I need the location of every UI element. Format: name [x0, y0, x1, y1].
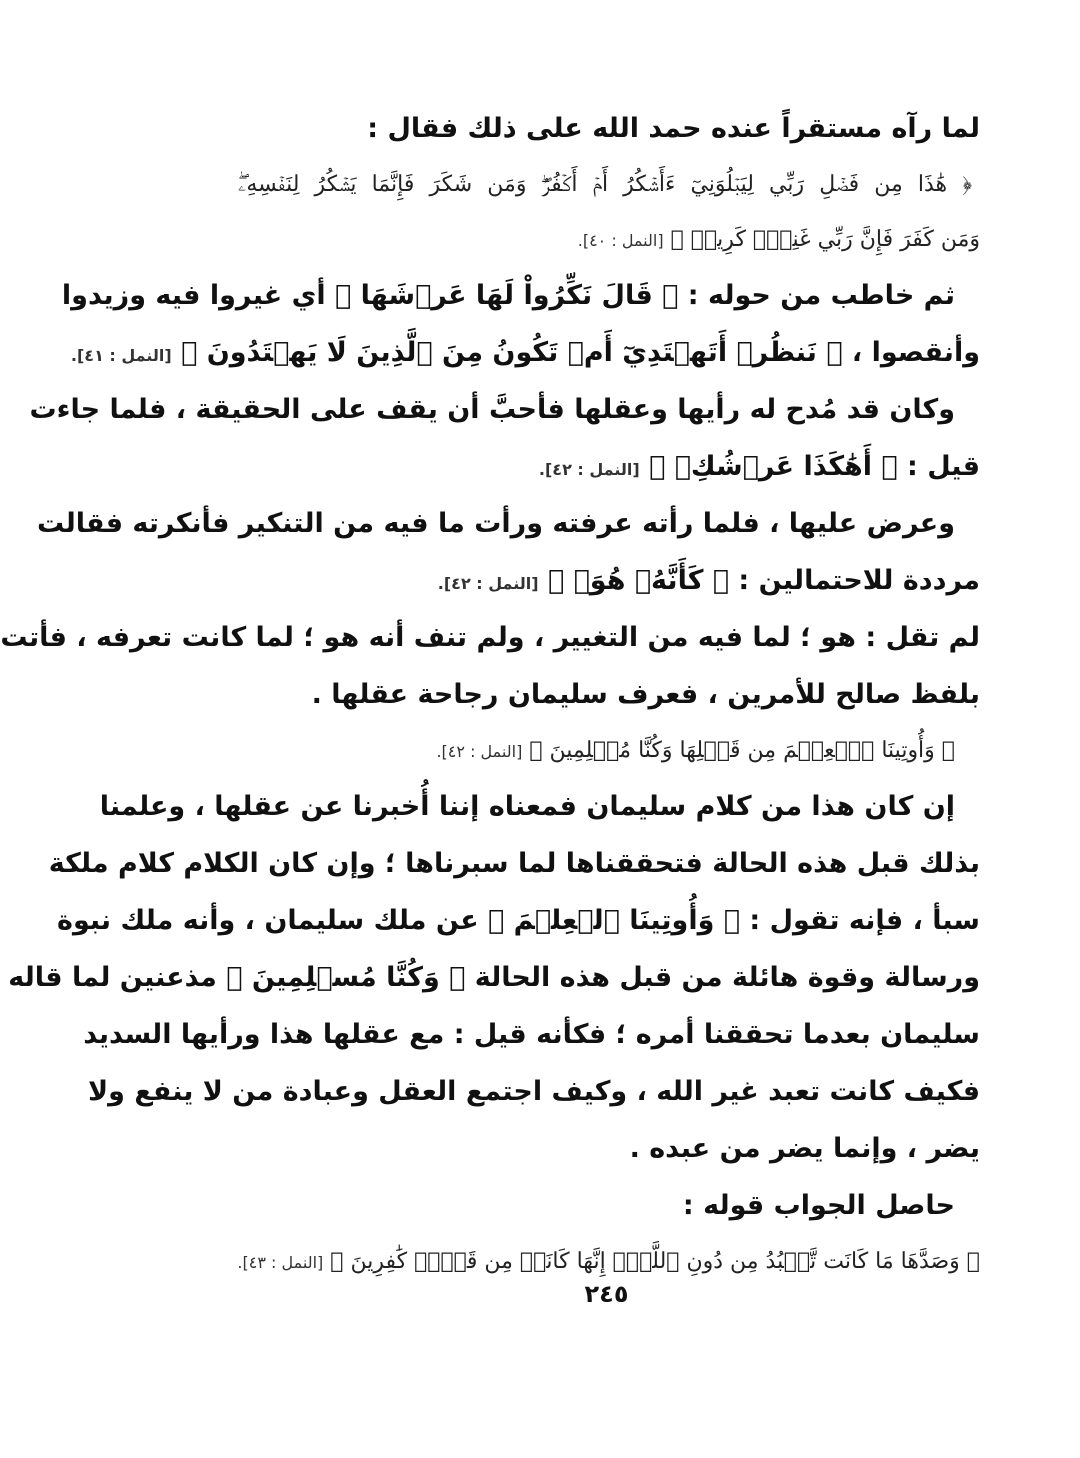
line-text: لما رآه مستقراً عنده حمد الله على ذلك فقال :: [367, 113, 980, 144]
line-text: يضر ، وإنما يضر من عبده .: [629, 1133, 980, 1164]
line-text: ورسالة وقوة هائلة من قبل هذه الحالة ﴿ وَكُنَّا مُسۡلِمِينَ ﴾ مذعنين لما قاله: [8, 962, 980, 993]
text-line-10: [0, 609, 980, 666]
page-number: ٢٤٥: [584, 1280, 629, 1308]
line-text: قيل : ﴿ أَهَٰكَذَا عَرۡشُكِۖ ﴾: [649, 451, 980, 482]
text-line-16: [8, 949, 980, 1006]
verse-reference: [النمل : ٤٢].: [436, 742, 523, 761]
quran-verse-line-1: [238, 157, 980, 212]
verse-text: ﴿ هَٰذَا مِن فَضۡلِ رَبِّي لِيَبۡلُوَنِيٓ ءَأَشۡكُرُ أَمۡ أَكۡفُرُۖ وَمَن شَكَرَ فَإِنَّمَا يَشۡكُرُ لِنَفۡسِهِۦۖ: [238, 172, 972, 197]
text-line-17: [83, 1006, 980, 1063]
text-line-9: [238, 552, 980, 609]
verse-text: وَمَن كَفَرَ فَإِنَّ رَبِّي غَنِيّٞ كَرِيمٞ ﴾: [670, 227, 980, 252]
line-text: ثم خاطب من حوله : ﴿ قَالَ نَكِّرُواْ لَهَا عَرۡشَهَا ﴾ أي غيروا فيه وزيدوا: [61, 280, 955, 311]
line-text: وعرض عليها ، فلما رأته عرفته ورأت ما فيه من التنكير فأنكرته فقالت: [37, 508, 955, 539]
verse-reference: [النمل : ٤٢].: [437, 574, 539, 593]
page-body: [0, 100, 980, 1289]
quran-verse-line-3: [238, 723, 980, 778]
verse-reference: [النمل : ٤٣].: [237, 1253, 324, 1272]
line-text: وكان قد مُدح له رأيها وعقلها فأحبَّ أن يقف على الحقيقة ، فلما جاءت: [29, 394, 955, 425]
line-text: فكيف كانت تعبد غير الله ، وكيف اجتمع العقل وعبادة من لا ينفع ولا: [88, 1076, 980, 1107]
text-line-6: [29, 381, 980, 438]
text-line-13: [99, 778, 980, 835]
quran-verse-line-2: [238, 212, 980, 267]
text-line-1: [238, 100, 980, 157]
verse-text: ﴿ وَأُوتِينَا ٱلۡعِلۡمَ مِن قَبۡلِهَا وَكُنَّا مُسۡلِمِينَ ﴾: [529, 738, 955, 763]
text-line-18: [88, 1063, 980, 1120]
text-line-15: [57, 892, 980, 949]
line-text: سبأ ، فإنه تقول : ﴿ وَأُوتِينَا ٱلۡعِلۡمَ ﴾ عن ملك سليمان ، وأنه ملك نبوة: [57, 905, 980, 936]
text-line-8: [37, 495, 980, 552]
line-text: مرددة للاحتمالين : ﴿ كَأَنَّهُۥ هُوَۚ ﴾: [548, 565, 980, 596]
verse-text: ﴿ وَصَدَّهَا مَا كَانَت تَّعۡبُدُ مِن دُونِ ٱللَّهِۖ إِنَّهَا كَانَتۡ مِن قَوۡمٖ كَٰفِرِينَ ﴾: [330, 1249, 980, 1274]
text-line-11: [238, 666, 980, 723]
text-line-7: [238, 438, 980, 495]
text-line-14: [48, 835, 980, 892]
text-line-19: [238, 1120, 980, 1177]
verse-reference: [النمل : ٤١].: [70, 346, 172, 365]
line-text: سليمان بعدما تحققنا أمره ؛ فكأنه قيل : مع عقلها هذا ورأيها السديد: [83, 1019, 980, 1050]
line-text: لم تقل : هو ؛ لما فيه من التغيير ، ولم تنف أنه هو ؛ لما كانت تعرفه ، فأتت: [0, 622, 980, 653]
line-text: بلفظ صالح للأمرين ، فعرف سليمان رجاحة عقلها .: [311, 679, 980, 710]
text-line-5: [70, 324, 980, 381]
line-text: بذلك قبل هذه الحالة فتحققناها لما سبرناها ؛ وإن كان الكلام كلام ملكة: [48, 848, 980, 879]
line-text: حاصل الجواب قوله :: [682, 1190, 955, 1221]
text-line-4: [61, 267, 980, 324]
verse-reference: [النمل : ٤٠].: [577, 231, 664, 250]
verse-reference: [النمل : ٤٢].: [538, 460, 640, 479]
line-text: وأنقصوا ، ﴿ نَنظُرۡ أَتَهۡتَدِيٓ أَمۡ تَكُونُ مِنَ ٱلَّذِينَ لَا يَهۡتَدُونَ ﴾: [181, 337, 980, 368]
text-line-20: [238, 1177, 980, 1234]
line-text: إن كان هذا من كلام سليمان فمعناه إننا أُخبرنا عن عقلها ، وعلمنا: [99, 791, 955, 822]
